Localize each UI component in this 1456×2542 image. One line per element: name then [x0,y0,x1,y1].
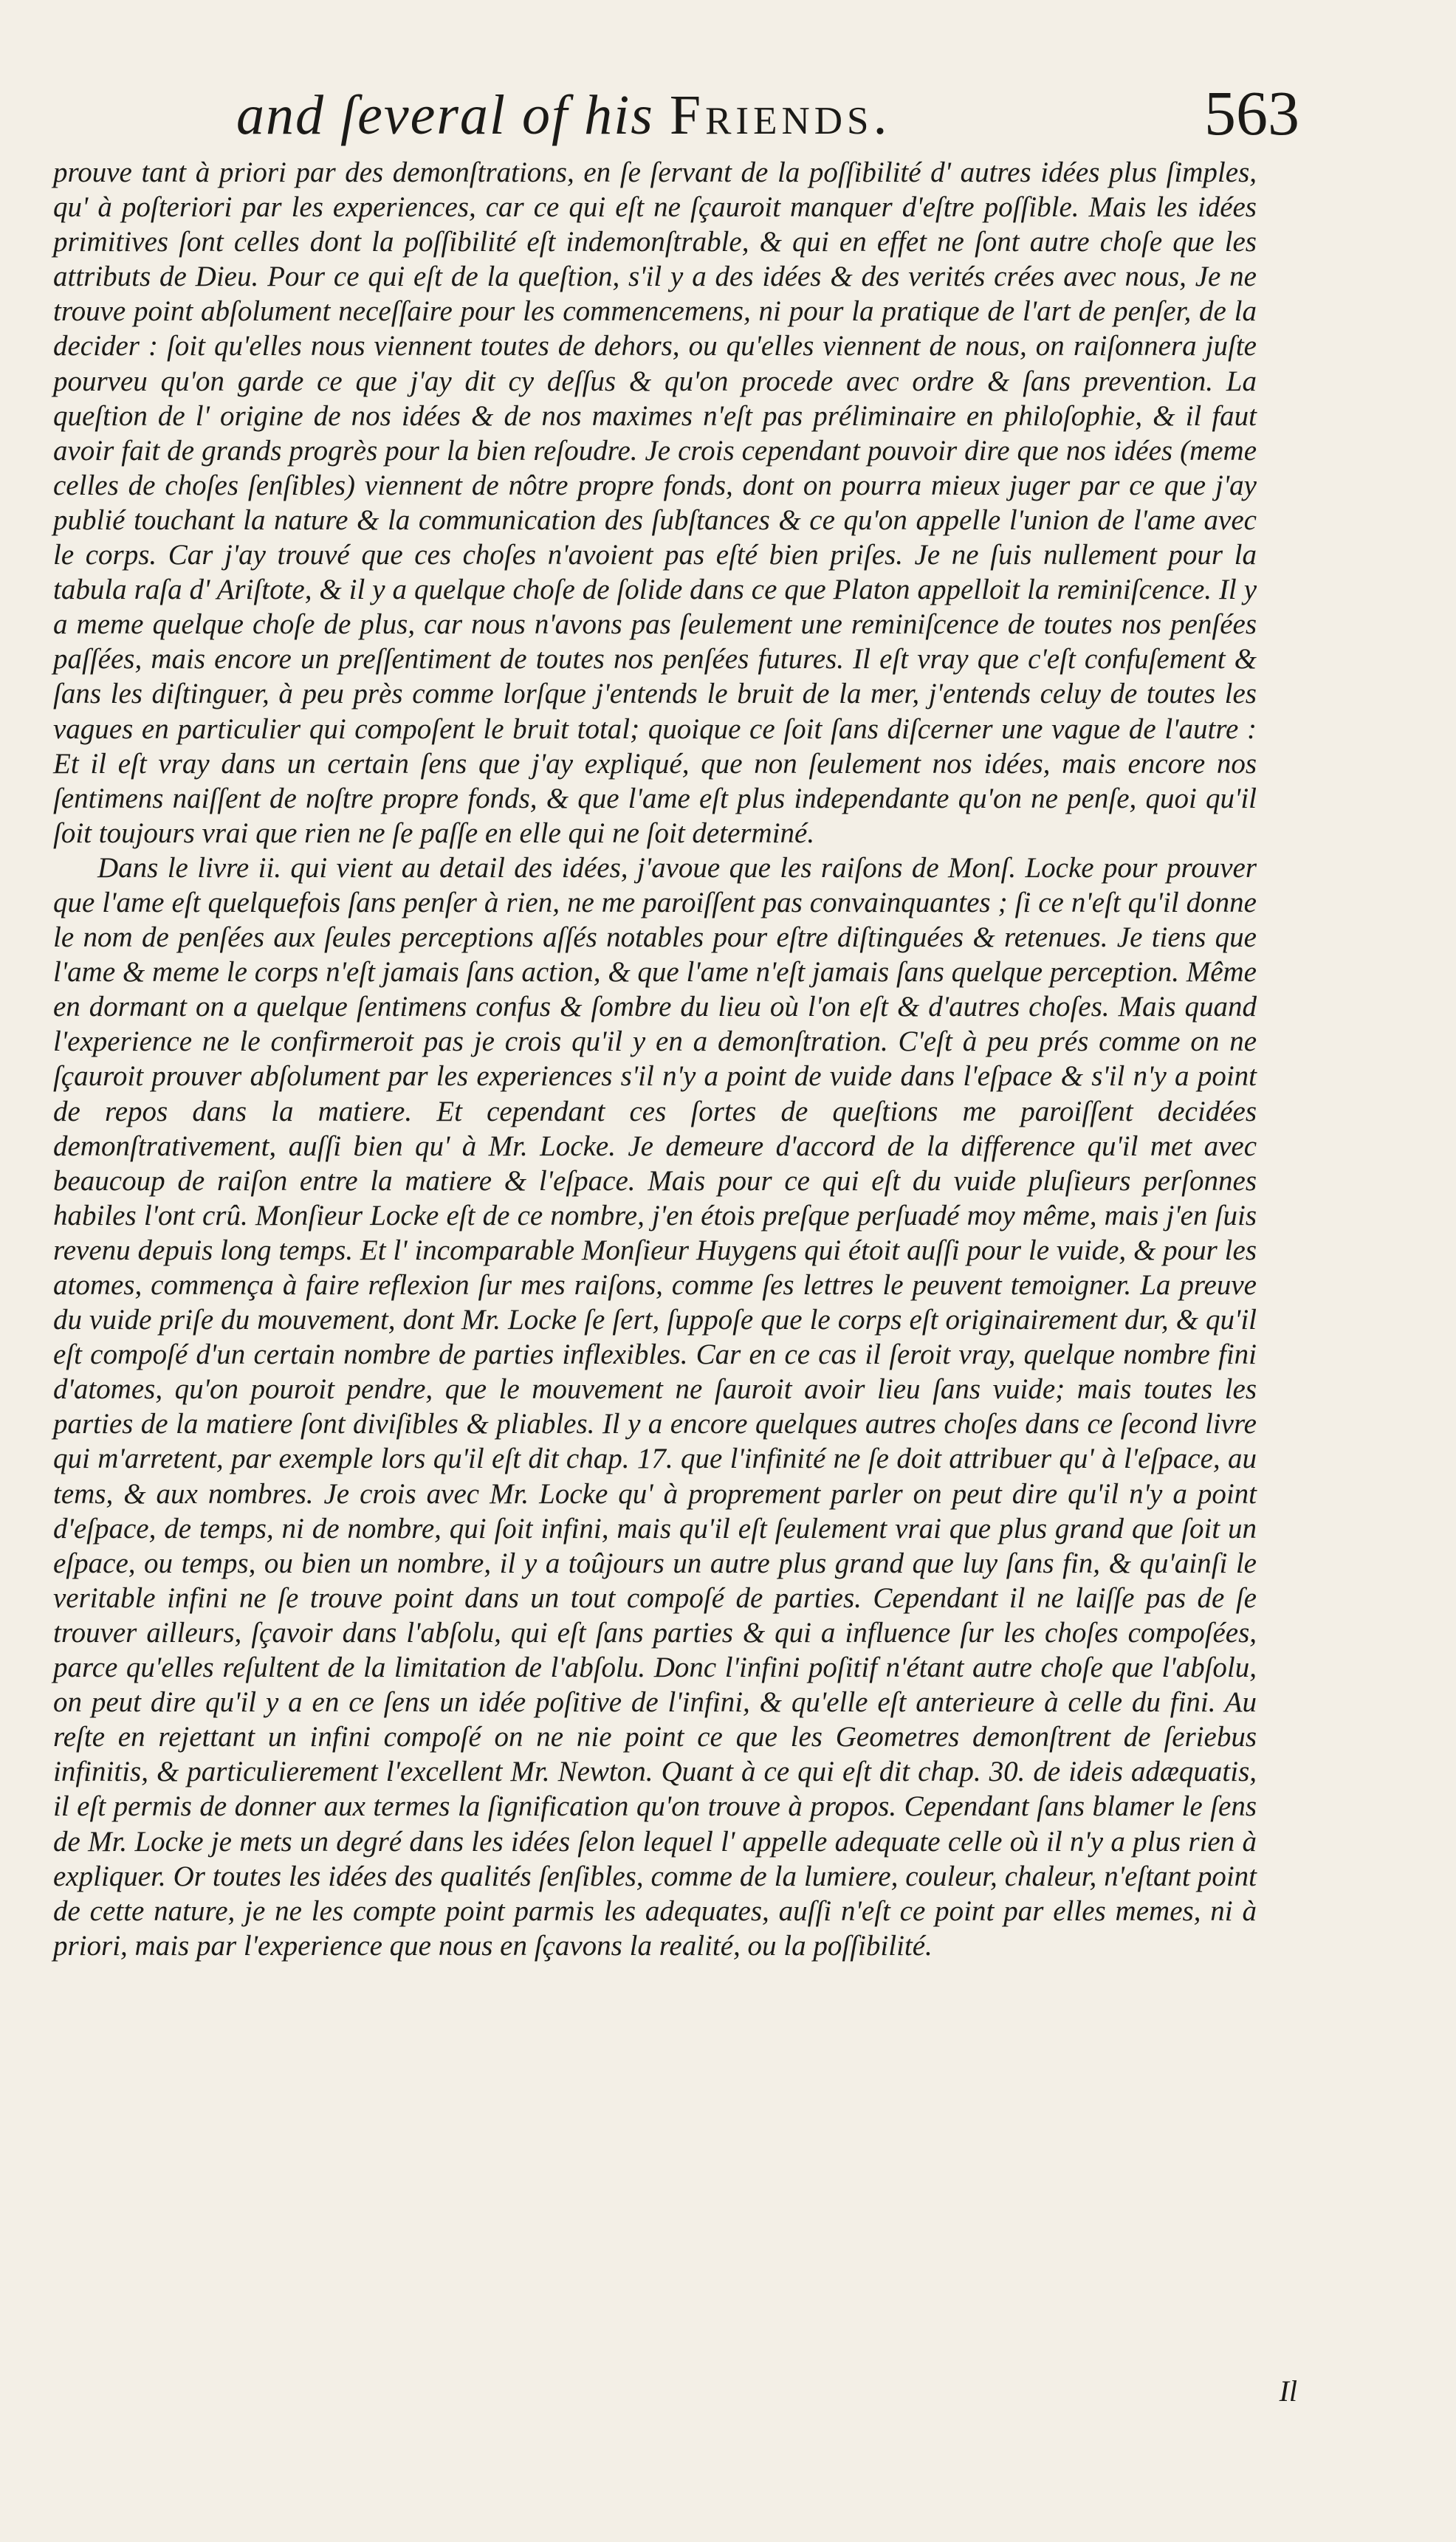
running-title [236,83,891,148]
running-title-caps: Friends. [669,84,892,146]
catchword: Il [1279,2374,1297,2408]
main-text [53,155,1257,1963]
page-number: 563 [1204,78,1299,148]
running-title-italic: and ſeveral of his [236,84,654,146]
paragraph-continuation: prouve tant à priori par des demonſtrations, en ſe ſervant de la poſſibilité d' autres idées plus ſimples, qu' à poſteriori par les experiences, car ce qui eſt ne ſçauroit manquer d'eſtre poſſible. Mais les idées primitives ſont celles dont la poſſibilité eſt indemonſtrable, & qui en effet ne ſont autre choſe que les attributs de Dieu. Pour ce qui eſt de la queſtion, s'il y a des idées & des verités crées avec nous, Je ne trouve point abſolument neceſſaire pour les commencemens, ni pour la pratique de l'art de penſer, de la decider : ſoit qu'elles nous viennent toutes de dehors, ou qu'elles viennent de nous, on raiſonnera juſte pourveu qu'on garde ce que j'ay dit cy deſſus & qu'on procede avec ordre & ſans prevention. La queſtion de l' origine de nos idées & de nos maximes n'eſt pas préliminaire en philoſophie, & il faut avoir fait de grands progrès pour la bien reſoudre. Je crois cependant pouvoir dire que nos idées (meme celles de choſes ſenſibles) viennent de nôtre propre fonds, dont on pourra mieux juger par ce que j'ay publié touchant la nature & la communication des ſubſtances & ce qu'on appelle l'union de l'ame avec le corps. Car j'ay trouvé que ces choſes n'avoient pas eſté bien priſes. Je ne ſuis nullement pour la tabula raſa d' Ariſtote, & il y a quelque choſe de ſolide dans ce que Platon appelloit la reminiſcence. Il y a meme quelque choſe de plus, car nous n'avons pas ſeulement une reminiſcence de toutes nos penſées paſſées, mais encore un preſſentiment de toutes nos penſées futures. Il eſt vray que c'eſt confuſement & ſans les diſtinguer, à peu près comme lorſque j'entends le bruit de la mer, j'entends celuy de toutes les vagues en particulier qui compoſent le bruit total; quoique ce ſoit ſans diſcerner une vague de l'autre : Et il eſt vray dans un certain ſens que j'ay expliqué, que non ſeulement nos idées, mais encore nos ſentimens naiſſent de noſtre propre fonds, & que l'ame eſt plus independante qu'on ne penſe, quoi qu'il ſoit toujours vrai que rien ne ſe paſſe en elle qui ne ſoit determiné. [53,157,1257,849]
running-head [236,70,1299,151]
paragraph-livre-ii: Dans le livre ii. qui vient au detail des idées, j'avoue que les raiſons de Monſ. Locke pour prouver que l'ame eſt quelquefois ſans penſer à rien, ne me paroiſſent pas convainquantes ; ſi ce n'eſt qu'il donne le nom de penſées aux ſeules perceptions aſſés notables pour eſtre diſtinguées & retenues. Je tiens que l'ame & meme le corps n'eſt jamais ſans action, & que l'ame n'eſt jamais ſans quelque perception. Même en dormant on a quelque ſentimens confus & ſombre du lieu où l'on eſt & d'autres choſes. Mais quand l'experience ne le confirmeroit pas je crois qu'il y en a demonſtration. C'eſt à peu prés comme on ne ſçauroit prouver abſolument par les experiences s'il n'y a point de vuide dans l'eſpace & s'il n'y a point de repos dans la matiere. Et cependant ces ſortes de queſtions me paroiſſent decidées demonſtrativement, auſſi bien qu' à Mr. Locke. Je demeure d'accord de la difference qu'il met avec beaucoup de raiſon entre la matiere & l'eſpace. Mais pour ce qui eſt du vuide pluſieurs perſonnes habiles l'ont crû. Monſieur Locke eſt de ce nombre, j'en étois preſque perſuadé moy même, mais j'en ſuis revenu depuis long temps. Et l' incomparable Monſieur Huygens qui étoit auſſi pour le vuide, & pour les atomes, commença à faire reflexion ſur mes raiſons, comme ſes lettres le peuvent temoigner. La preuve du vuide priſe du mouvement, dont Mr. Locke ſe ſert, ſuppoſe que le corps eſt originairement dur, & qu'il eſt compoſé d'un certain nombre de parties inflexibles. Car en ce cas il ſeroit vray, quelque nombre fini d'atomes, qu'on pouroit pendre, que le mouvement ne ſauroit avoir lieu ſans vuide; mais toutes les parties de la matiere ſont diviſibles & pliables. Il y a encore quelques autres choſes dans ce ſecond livre qui m'arretent, par exemple lors qu'il eſt dit chap. 17. que l'infinité ne ſe doit attribuer qu' à l'eſpace, au tems, & aux nombres. Je crois avec Mr. Locke qu' à proprement parler on peut dire qu'il n'y a point d'eſpace, de temps, ni de nombre, qui ſoit infini, mais qu'il eſt ſeulement vrai que plus grand que ſoit un eſpace, ou temps, ou bien un nombre, il y a toûjours un autre plus grand que luy ſans fin, & qu'ainſi le veritable infini ne ſe trouve point dans un tout compoſé de parties. Cependant il ne laiſſe pas de ſe trouver ailleurs, ſçavoir dans l'abſolu, qui eſt ſans parties & qui a influence ſur les choſes compoſées, parce qu'elles reſultent de la limitation de l'abſolu. Donc l'infini poſitif n'étant autre choſe que l'abſolu, on peut dire qu'il y a en ce ſens un idée poſitive de l'infini, & qu'elle eſt anterieure à celle du fini. Au reſte en rejettant un infini compoſé on ne nie point ce que les Geometres demonſtrent de ſeriebus infinitis, & particulierement l'excellent Mr. Newton. Quant à ce qui eſt dit chap. 30. de ideis adæquatis, il eſt permis de donner aux termes la ſignification qu'on trouve à propos. Cependant ſans blamer le ſens de Mr. Locke je mets un degré dans les idées ſelon lequel l' appelle adequate celle où il n'y a plus rien à expliquer. Or toutes les idées des qualités ſenſibles, comme de la lumiere, couleur, chaleur, n'eſtant point de cette nature, je ne les compte point parmis les adequates, auſſi n'eſt ce point par elles memes, ni à priori, mais par l'experience que nous en ſçavons la realité, ou la poſſibilité. [53,851,1257,1962]
